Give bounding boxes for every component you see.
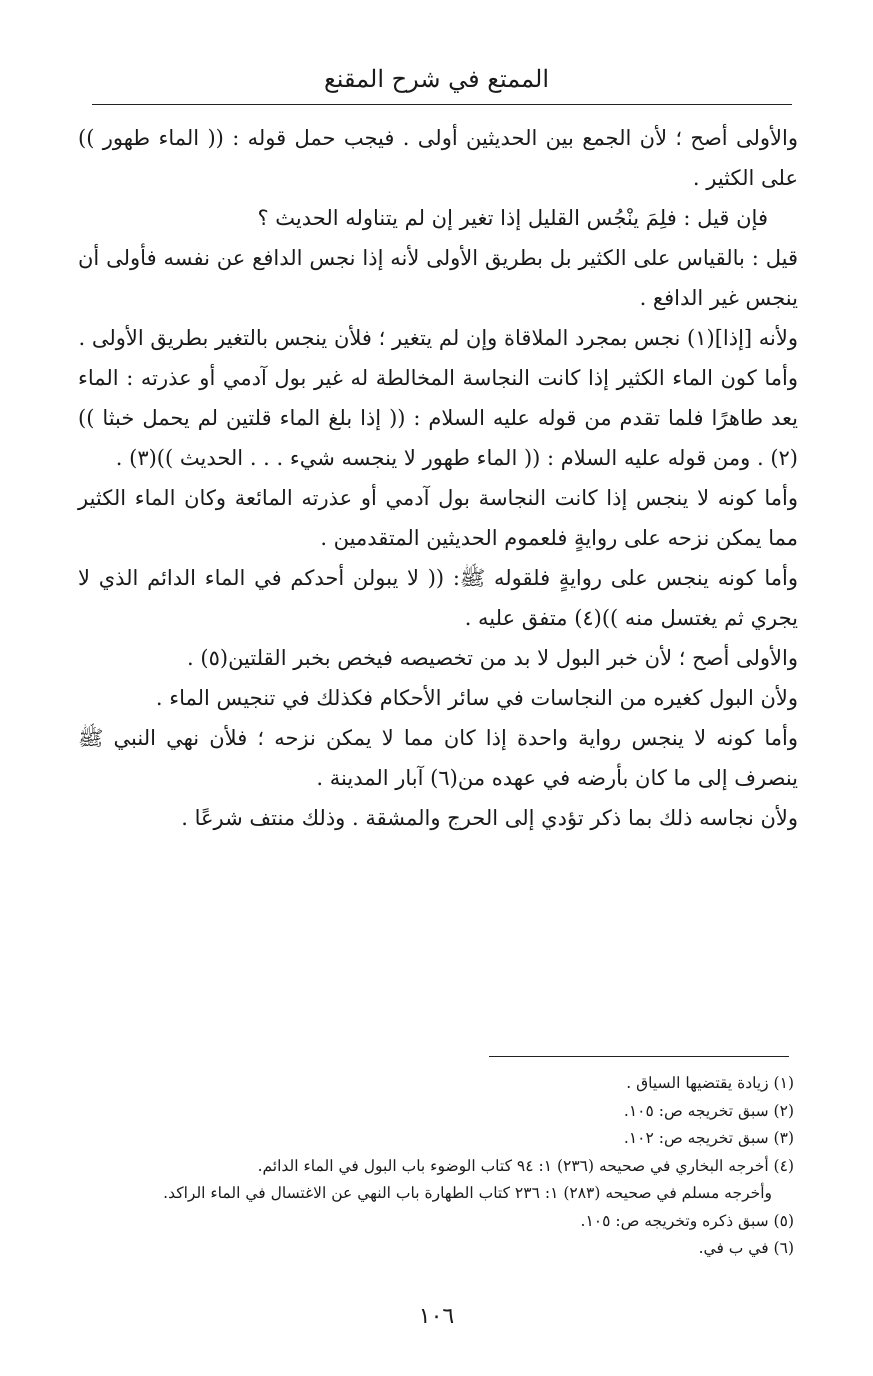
header-divider <box>92 104 792 105</box>
footnote: (٣) سبق تخريجه ص: ١٠٢. <box>623 1129 794 1147</box>
paragraph: والأولى أصح ؛ لأن خبر البول لا بد من تخصيصه فيخص بخبر القلتين(٥) . <box>187 646 798 670</box>
paragraph: والأولى أصح ؛ لأن الجمع بين الحديثين أولى . فيجب حمل قوله : (( الماء طهور )) على الكثير . <box>78 126 798 190</box>
footnote-continuation: وأخرجه مسلم في صحيحه (٢٨٣) ١: ٢٣٦ كتاب الطهارة باب النهي عن الاغتسال في الماء الراكد. <box>163 1184 772 1202</box>
paragraph: وأما كونه لا ينجس إذا كانت النجاسة بول آدمي أو عذرته المائعة وكان الماء الكثير مما يمكن نزحه على روايةٍ فلعموم الحديثين المتقدمين . <box>78 486 798 550</box>
main-text <box>78 118 798 838</box>
footnote-divider <box>489 1056 789 1057</box>
paragraph: وأما كون الماء الكثير إذا كانت النجاسة المخالطة له غير بول آدمي أو عذرته : الماء يعد طاهرًا فلما تقدم من قوله عليه السلام : (( إذا بلغ الماء قلتين لم يحمل خبثا ))(٢) . ومن قوله عليه السلام : (( الماء طهور لا ينجسه شيء . . . الحديث ))(٣) . <box>78 366 798 470</box>
paragraph: ولأن البول كغيره من النجاسات في سائر الأحكام فكذلك في تنجيس الماء . <box>155 686 798 710</box>
paragraph: وأما كونه لا ينجس رواية واحدة إذا كان مما لا يمكن نزحه ؛ فلأن نهي النبي ﷺ ينصرف إلى ما كان بأرضه في عهده من(٦) آبار المدينة . <box>78 726 798 790</box>
paragraph: ولأن نجاسه ذلك بما ذكر تؤدي إلى الحرج والمشقة . وذلك منتف شرعًا . <box>181 806 798 830</box>
footnote: (٢) سبق تخريجه ص: ١٠٥. <box>623 1101 794 1120</box>
footnote: (١) زيادة يقتضيها السياق . <box>626 1074 794 1092</box>
paragraph: قيل : بالقياس على الكثير بل بطريق الأولى لأنه إذا نجس الدافع عن نفسه فأولى أن ينجس غير الدافع . <box>78 246 798 310</box>
footnote: (٦) في ب في. <box>698 1239 794 1257</box>
page-number: ١٠٦ <box>418 1304 455 1329</box>
paragraph: فإن قيل : فلِمَ ينْجُس القليل إذا تغير إن لم يتناوله الحديث ؟ <box>257 206 768 230</box>
paragraph: ولأنه [إذا](١) نجس بمجرد الملاقاة وإن لم يتغير ؛ فلأن ينجس بالتغير بطريق الأولى . <box>78 326 798 350</box>
running-header: الممتع في شرح المقنع <box>324 65 549 93</box>
footnote: (٥) سبق ذكره وتخريجه ص: ١٠٥. <box>580 1211 794 1230</box>
footnotes <box>80 1070 794 1263</box>
footnote: (٤) أخرجه البخاري في صحيحه (٢٣٦) ١: ٩٤ كتاب الوضوء باب البول في الماء الدائم. <box>257 1156 794 1175</box>
paragraph: وأما كونه ينجس على روايةٍ فلقوله ﷺ: (( لا يبولن أحدكم في الماء الدائم الذي لا يجري ثم يغتسل منه ))(٤) متفق عليه . <box>78 566 798 630</box>
